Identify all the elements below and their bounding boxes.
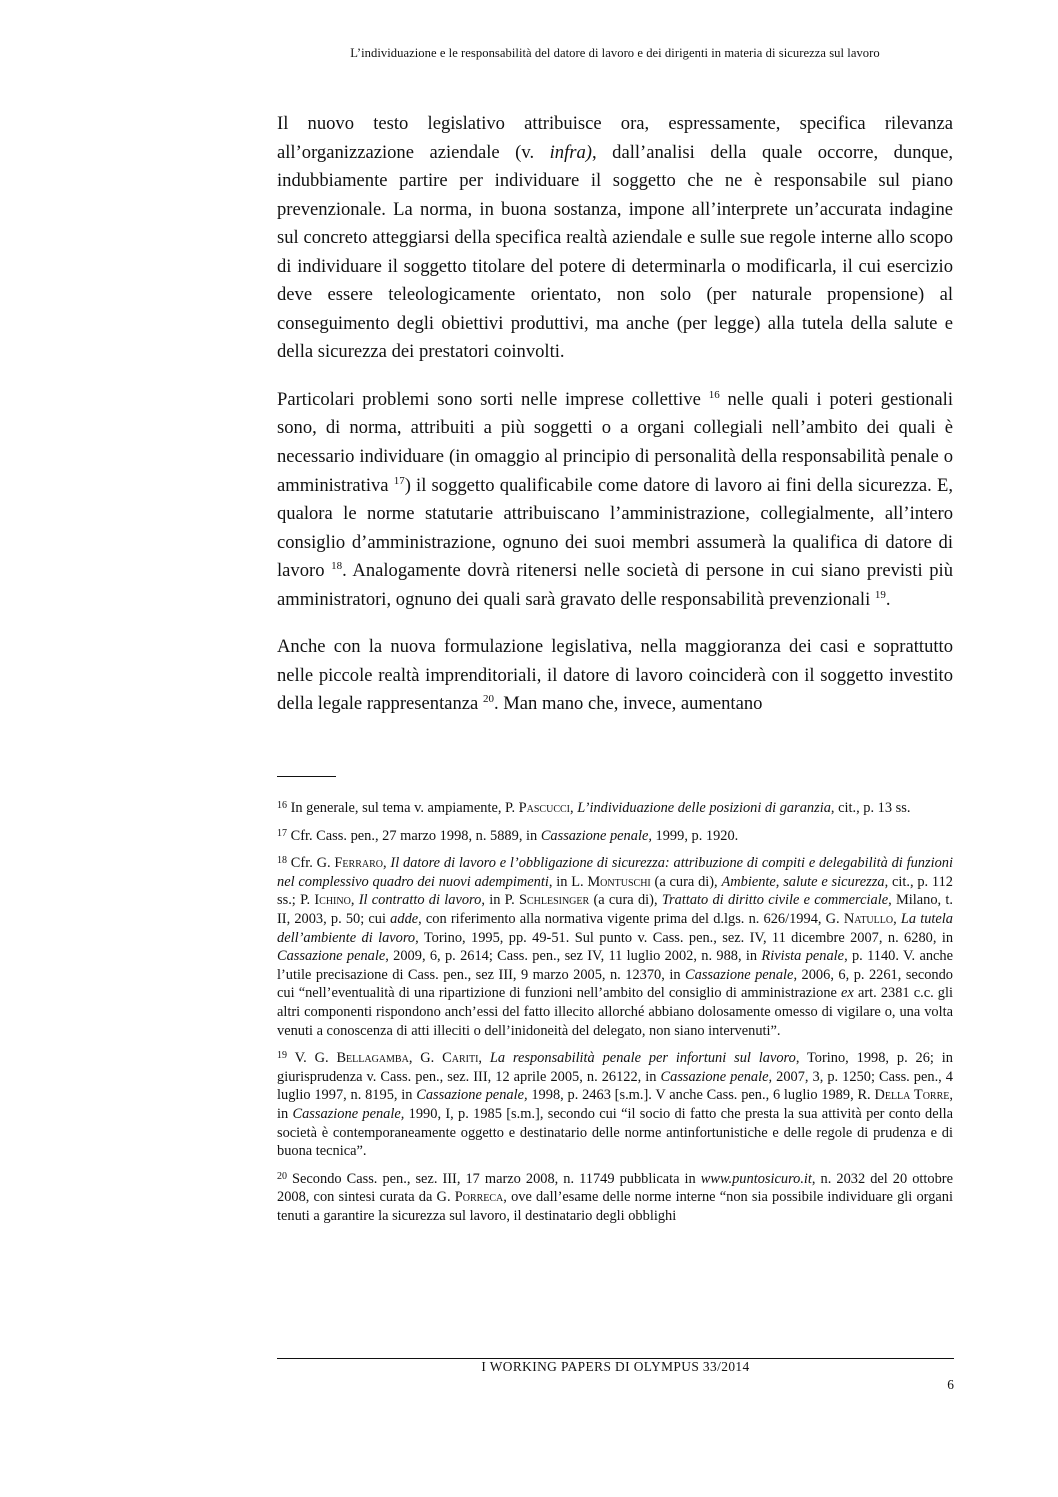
website-link[interactable]: www.puntosicuro.it xyxy=(700,1170,812,1187)
text-run: In generale, sul tema v. ampiamente, P. xyxy=(287,800,519,816)
work-title: Trattato di diritto civile e commerciale xyxy=(661,892,889,909)
footnote-19 xyxy=(277,1049,953,1161)
text-run: , p. 1140. V. anche l’utile precisazione di Cass. pen., sez III, 9 marzo 2005, n. 12370, in xyxy=(277,948,953,983)
text-run: , in L. xyxy=(548,873,588,890)
footnote-number: 19 xyxy=(277,1050,287,1062)
work-title: Ambiente, salute e sicurezza xyxy=(721,873,885,890)
footnotes xyxy=(277,799,953,1234)
text-run: Secondo Cass. pen., sez. III, 17 marzo 2008, n. 11749 pubblicata in xyxy=(287,1170,701,1187)
text-run: , con riferimento alla normativa vigente prima del d.lgs. n. 626/1994, G. xyxy=(418,910,844,927)
journal-title: Cassazione penale, xyxy=(660,1068,773,1085)
text-run: , in P. xyxy=(481,892,519,909)
text-run: 1999, p. 1920. xyxy=(651,827,739,844)
italic-run: adde xyxy=(390,910,419,927)
page-number: 6 xyxy=(947,1377,954,1392)
work-title: L’individuazione delle posizioni di garanzia xyxy=(577,800,831,816)
author-name: Cariti xyxy=(442,1050,479,1067)
text-run: , xyxy=(478,1050,490,1067)
text-run: , xyxy=(570,800,578,816)
text-run: , n. 2032 del 20 ottobre 2008, con sintesi curata da G. xyxy=(277,1170,953,1206)
running-header: L’individuazione e le responsabilità del datore di lavoro e dei dirigenti in materia di sicurezza sul lavoro xyxy=(350,46,880,60)
work-title: Cassazione penale, xyxy=(540,827,652,844)
author-name: Porreca xyxy=(454,1189,504,1206)
journal-title: Rivista penale xyxy=(761,948,845,965)
text-run: 2007, 3, p. 1250; Cass. pen., 4 luglio 1997, n. 8195, in xyxy=(277,1068,953,1104)
footnote-17 xyxy=(277,827,953,846)
text-run: Cfr. Cass. pen., 27 marzo 1998, n. 5889, in xyxy=(287,827,541,844)
text-run: , dall’analisi della quale occorre, dunque, indubbiamente partire per individuare il soggetto che ne è responsabile sul piano prevenzionale. La norma, in buona sostanza, impone all’interprete un’accurata indagine sul concreto atteggiarsi della specifica realtà aziendale e sulle sue regole interne allo scopo di individuare il soggetto titolare del potere di determinarla o modificarla, il cui esercizio deve essere teleologicamente orientato, non solo (per naturale propensione) al conseguimento degli obiettivi produttivi, ma anche (per legge) alla tutela della salute e della sicurezza dei prestatori coinvolti. xyxy=(277,141,954,363)
author-name: Pascucci xyxy=(518,800,570,816)
journal-title: Cassazione penale, xyxy=(292,1105,405,1122)
text-run: Particolari problemi sono sorti nelle imprese collettive xyxy=(277,388,709,410)
work-title: La responsabilità penale per infortuni sul lavoro xyxy=(489,1050,796,1067)
text-run: Il nuovo testo legislativo attribuisce ora, espressamente, specifica rilevanza all’organizzazione aziendale (v. xyxy=(277,113,953,163)
text-run: . Analogamente dovrà ritenersi nelle società di persone in cui siano previsti più amministratori, ognuno dei quali sarà gravato delle responsabilità prevenzionali xyxy=(277,560,953,610)
paragraph-3 xyxy=(277,633,953,719)
text-run: , Torino, 1998, p. 26; in giurisprudenza v. Cass. pen., sez. III, 12 aprile 2005, n. 26122, in xyxy=(277,1050,953,1085)
text-run: , ove dall’esame delle norme interne “non sia possibile individuare gli organi tenuti a garantire la sicurezza sul lavoro, il destinatario degli obblighi xyxy=(277,1189,953,1224)
text-run: , cit., p. 13 ss. xyxy=(830,800,911,816)
paragraph-1 xyxy=(277,110,953,367)
footnote-number: 16 xyxy=(277,800,287,811)
paragraph-2 xyxy=(277,386,953,614)
footnote-number: 18 xyxy=(277,855,287,867)
footnote-ref-18[interactable]: 18 xyxy=(331,560,343,573)
footnote-separator xyxy=(277,776,336,777)
text-run: art. 2381 c.c. gli altri componenti rispondono anch’essi del fatto illecito allorché abbiano dolosamente omesso di vigilare o, una volta venuti a conoscenza di atti illeciti o dell’inidoneità del delegato, non siano intervenuti”. xyxy=(277,985,953,1039)
text-run: , cit., p. 112 ss.; P. xyxy=(277,873,953,909)
main-text xyxy=(277,110,953,738)
author-name: Bellagamba xyxy=(336,1050,409,1067)
text-run: , xyxy=(350,892,359,909)
text-run: Anche con la nuova formulazione legislativa, nella maggioranza dei casi e soprattutto nelle piccole realtà imprenditoriali, il datore di lavoro coinciderà con il soggetto investito della legale rappresentanza xyxy=(277,636,953,715)
text-run: , 2009, 6, p. 2614; Cass. pen., sez IV, 11 luglio 2002, n. 988, in xyxy=(385,948,762,965)
footnote-16 xyxy=(277,799,953,818)
text-run: , Milano, t. II, 2003, p. 50; cui xyxy=(277,892,954,927)
text-run: , xyxy=(893,910,901,927)
text-run: , 2006, 6, p. 2261, secondo cui “nell’eventualità di una ripartizione di funzioni nell’ambito del consiglio di amministrazione xyxy=(277,966,953,1002)
footnote-ref-20[interactable]: 20 xyxy=(482,693,494,706)
text-run: Cfr. G. xyxy=(287,855,335,872)
footer-series: I WORKING PAPERS DI OLYMPUS 33/2014 xyxy=(481,1359,750,1374)
text-run: , in xyxy=(277,1087,953,1122)
author-name: Schlesinger xyxy=(518,892,590,909)
work-title: La tutela dell’ambiente di lavoro xyxy=(277,910,953,946)
text-run: . xyxy=(885,588,891,610)
footnote-ref-16[interactable]: 16 xyxy=(708,388,720,401)
text-run: 1990, I, p. 1985 [s.m.], secondo cui “il socio di fatto che presta la sua attività per conto della società è contemporaneamente oggetto e destinatario delle norme antinfortunistiche e delle regole di prudenza e di buona tecnica”. xyxy=(277,1105,954,1160)
text-run: V. G. xyxy=(287,1050,337,1067)
footnote-ref-19[interactable]: 19 xyxy=(874,588,886,601)
author-name: Ferraro xyxy=(334,855,383,872)
text-run: 1998, p. 2463 [s.m.]. V anche Cass. pen., 6 luglio 1989, R. xyxy=(527,1087,875,1104)
text-run: , xyxy=(383,855,391,872)
journal-title: Cassazione penale xyxy=(685,966,794,983)
text-run: . Man mano che, invece, aumentano xyxy=(493,693,763,715)
text-run: , G. xyxy=(408,1050,443,1067)
author-name: Montuschi xyxy=(587,873,651,890)
text-run: nelle quali i poteri gestionali sono, di norma, attribuiti a più soggetti o a organi collegiali nell’ambito dei quali è necessario individuare (in omaggio al principio di personalità della responsabilità penale o amministrativa xyxy=(277,388,953,496)
italic-run: infra) xyxy=(549,141,592,163)
footnote-20 xyxy=(277,1170,953,1226)
text-run: ) il soggetto qualificabile come datore di lavoro ai fini della sicurezza. E, qualora le norme statutarie attribuiscano l’amministrazione, collegialmente, all’intero consiglio d’amministrazione, ognuno dei suoi membri assumerà la qualifica di datore di lavoro xyxy=(277,474,953,582)
footnote-number: 17 xyxy=(277,827,287,839)
footnote-number: 20 xyxy=(277,1170,287,1182)
italic-run: ex xyxy=(841,985,854,1002)
footnote-18 xyxy=(277,854,953,1040)
work-title: Il datore di lavoro e l’obbligazione di sicurezza: attribuzione di compiti e delegabilità di funzioni nel complessivo quadro dei nuovi adempimenti xyxy=(277,855,953,890)
journal-title: Cassazione penale, xyxy=(416,1087,528,1104)
text-run: (a cura di), xyxy=(589,892,662,909)
text-run: (a cura di), xyxy=(650,873,722,890)
text-run: , Torino, 1995, pp. 49-51. Sul punto v. Cass. pen., sez. IV, 11 dicembre 2007, n. 6280, in xyxy=(415,929,954,946)
work-title: Il contratto di lavoro xyxy=(358,892,482,909)
author-name: Natullo xyxy=(843,910,894,927)
footnote-ref-17[interactable]: 17 xyxy=(393,474,405,487)
author-name: Della Torre xyxy=(874,1087,950,1104)
author-name: Ichino xyxy=(314,892,351,909)
journal-title: Cassazione penale xyxy=(277,948,386,965)
